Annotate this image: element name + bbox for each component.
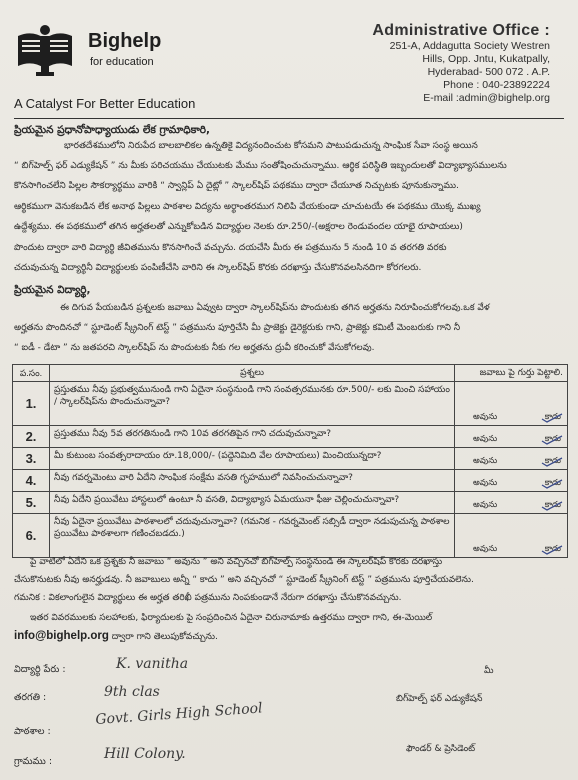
table-row [13, 470, 568, 492]
checkmark-icon [541, 501, 563, 511]
column-header-number: ప.సం. [13, 365, 50, 382]
question-text: నీవు ఏదేని ప్రయివేటు హాస్టలులో ఉంటూ నీ వసతి, విద్యాభ్యాస ఏమయునా ఫీజు చెల్లించుచున్నావా? [50, 492, 455, 514]
option-no[interactable]: కాదు [544, 456, 561, 466]
table-row [13, 492, 568, 514]
header-divider [14, 118, 564, 119]
brand-name: Bighelp [88, 30, 162, 52]
column-header-questions: ప్రశ్నలు [50, 365, 455, 382]
row-number: 5. [13, 492, 50, 514]
option-yes[interactable]: అవును [473, 500, 498, 510]
option-yes[interactable]: అవును [473, 544, 498, 554]
email-line-suffix: ద్వారా గాని తెలుపుకోవచ్చును. [108, 632, 218, 642]
office-title: Administrative Office : [372, 22, 550, 39]
salutation-headmaster: ప్రియమైన ప్రధానోపాధ్యాయుడు లేక గ్రామాధికారి, [14, 124, 211, 136]
office-line: 251-A, Addagutta Society Westren [389, 40, 550, 52]
option-yes[interactable]: అవును [473, 412, 498, 422]
office-address-block [372, 22, 550, 105]
email-line [14, 630, 218, 644]
school-value[interactable]: Govt. Girls High School [94, 700, 264, 728]
checkmark-icon [541, 413, 563, 423]
class-label: తరగతి : [14, 692, 47, 703]
question-text: నీవు ఏదైనా ప్రయివేటు పాఠశాలలో చదువుచున్నావా? (గమనిక - గవర్నమెంట్ సబ్సిడీ ద్వారా నడుపుచున్న పాఠశాల ప్రయివేటు పాఠశాలగా గణించబడదు.) [50, 514, 455, 558]
option-no[interactable]: కాదు [544, 544, 561, 554]
closing-line: చేసుకొనుటకు నీవు అనర్హుడవు. నీ జవాబులు అన్నీ “ కాదు ” అని వచ్చినచో “ స్టూడెంట్ స్క్రీనింగ్ టెస్ట్ ” పత్రమును పూర్తిచేయవలెను. [14, 575, 474, 585]
salutation-student: ప్రియమైన విద్యార్థి, [14, 284, 91, 296]
office-phone: Phone : 040-23892224 [443, 79, 550, 91]
row-number: 3. [13, 448, 50, 470]
answer-cell[interactable] [455, 382, 568, 426]
school-label: పాఠశాల : [14, 726, 51, 737]
office-email: E-mail :admin@bighelp.org [423, 92, 550, 104]
answer-cell[interactable] [455, 470, 568, 492]
closing-line: ఇతర వివరములకు సలహాలకు, ఫిర్యాదులకు పై సంప్రదించిన ఏదైనా చిరునామాకు ఉత్తరము ద్వారా గాని, ఈ-మెయిల్ [30, 613, 433, 623]
row-number: 6. [13, 514, 50, 558]
table-row [13, 426, 568, 448]
answer-cell[interactable] [455, 448, 568, 470]
table-header-row [13, 365, 568, 382]
row-number: 1. [13, 382, 50, 426]
signature-organization: బిగ్‌హెల్ప్ ఫర్ ఎడ్యుకేషన్ [396, 694, 483, 704]
question-text: మీ కుటుంబ సంవత్సరాదాయం రూ.18,000/- (పద్దెనిమిది వేల రూపాయలు) మించియున్నదా? [50, 448, 455, 470]
village-value[interactable]: Hill Colony. [104, 746, 186, 762]
question-text: ప్రస్తుతము నీవు ప్రభుత్వమునుండి గాని ఏదైనా సంస్థనుండి గాని సంవత్సరమునకు రూ.500/- లకు మించి సహాయం / స్కాలర్‌షిప్‌ను పొందుచున్నావా? [50, 382, 455, 426]
paragraph-line: “ బిగ్‌హెల్ప్ ఫర్ ఎడ్యుకేషన్ ” ను మీకు పరిచయము చేయుటకు మేము సంతోషించుచున్నాము. ఆర్థిక పరిస్థితి ఇబ్బందులతో విద్యాభ్యాసములను [14, 161, 507, 171]
paragraph-line: ఆర్థికముగా వెనుకబడిన లేక అనాథ పిల్లలు పాఠశాల విద్యను అర్థాంతరముగ నిలిపి వేయకుండా చూచుటయే ఈ పథకము యొక్క ముఖ్య [14, 202, 481, 212]
option-no[interactable]: కాదు [544, 478, 561, 488]
paragraph-line: అర్హతను పొందినచో “ స్టూడెంట్ స్క్రీనింగ్ టెస్ట్ ” పత్రమును పూర్తిచేసి మీ ప్రాజెక్టు డైరెక్టరుకు గాని, ప్రాజెక్టు కమిటీ మెంబరుకు గాని నీ [14, 323, 461, 333]
checkmark-icon [541, 435, 563, 445]
answer-cell[interactable] [455, 426, 568, 448]
office-line: Hills, Opp. Jntu, Kukatpally, [422, 53, 550, 65]
paragraph-line: భారతదేశములోని నిరుపేద బాలబాలికల ఉన్నతికై విద్యనందించుట కోసమని పాటుపడుచున్న సాంఘిక సేవా సంస్థ అయిన [64, 141, 478, 151]
option-yes[interactable]: అవును [473, 456, 498, 466]
village-label: గ్రామము : [14, 756, 53, 767]
answer-cell[interactable] [455, 492, 568, 514]
table-row [13, 514, 568, 558]
class-value[interactable]: 9th clas [104, 684, 160, 700]
checkmark-icon [541, 457, 563, 467]
contact-email-link[interactable]: info@bighelp.org [14, 630, 109, 642]
table-row [13, 448, 568, 470]
checkmark-icon [541, 545, 563, 555]
signature-salutation: మీ [484, 666, 494, 676]
note-line: గమనిక : వికలాంగులైన విద్యార్థులు ఈ అర్హత తరిఖీ పత్రమును నింపకుండానే నేరుగా దరఖాస్తు చేసుకొనవచ్చును. [14, 593, 402, 603]
paragraph-line: కొనసాగించలేని పిల్లల సౌకర్యార్థము వారికి “ స్వాన్లిప్ ఏ దైట్లో ” స్కాలర్‌షిప్ పథకము ద్వారా చేయూత నిచ్చుటకు పూనుకున్నాము. [14, 181, 459, 191]
signature-title: ఫౌండర్ & ప్రెసిడెంట్ [406, 744, 476, 754]
question-text: ప్రస్తుతము నీవు 5వ తరగతినుండి గాని 10వ తరగతిపైన గాని చదువుచున్నావా? [50, 426, 455, 448]
paragraph-line: పొందుట ద్వారా వారి విద్యార్థి జీవితమును కొనసాగించే వచ్చును. దయచేసి మీరు ఈ పత్రమును 5 నుండి 10 వ తరగతి వరకు [14, 243, 447, 253]
option-yes[interactable]: అవును [473, 478, 498, 488]
tagline: A Catalyst For Better Education [14, 96, 196, 111]
closing-line: పై వాటిలో ఏదేని ఒక ప్రశ్నకు నీ జవాబు “ అవును ” అని వచ్చినచో బిగ్‌హెల్ప్ సంస్థనుండి ఈ స్కాలర్‌షిప్ కొరకు దరఖాస్తు [30, 557, 443, 567]
brand-subtitle: for education [90, 56, 154, 68]
column-header-answer: జవాబు పై గుర్తు పెట్టాలి. [455, 365, 568, 382]
table-row [13, 382, 568, 426]
row-number: 4. [13, 470, 50, 492]
paragraph-line: చదువుచున్న విద్యార్థినీ విద్యార్థులకు పంపిణీచేసి వారిని ఈ స్కాలర్‌షిప్ కొరకు దరఖాస్తు చేసుకొనవలసినదిగా కోరగలరు. [14, 263, 422, 273]
option-no[interactable]: కాదు [544, 500, 561, 510]
paragraph-line: ఈ దిగువ పేయబడిన ప్రశ్నలకు జవాబు ఏవ్వుట ద్వారా స్కాలర్‌షిప్‌ను పొందుటకు తగిన అర్హతను నిరూపించుకోగలవు.ఒక వేళ [60, 303, 490, 313]
office-line: Hyderabad- 500 072 . A.P. [427, 66, 550, 78]
paragraph-line: ఉద్దేశ్యము. ఈ పథకములో తగిన అర్హతలతో ఎన్నుకోబడిన విద్యార్థుల నెలకు రూ.250/-(అక్షరాల రెండువందల యాభై రూపాయలు) [14, 222, 463, 232]
student-name-label: విద్యార్థి పేరు : [14, 664, 66, 675]
option-no[interactable]: కాదు [544, 434, 561, 444]
eligibility-questions-table [12, 364, 568, 558]
paragraph-line: “ ఐడీ - డేటా ” ను జతపరచి స్కాలర్‌షిప్ ను పొందుటకు నీకు గల అర్హతను ద్రువీ కరించుకో వేసుకోగలవు. [14, 343, 375, 353]
checkmark-icon [541, 479, 563, 489]
row-number: 2. [13, 426, 50, 448]
option-no[interactable]: కాదు [544, 412, 561, 422]
answer-cell[interactable] [455, 514, 568, 558]
question-text: నీవు గవర్నమెంటు వారి ఏదేని సాంఘిక సంక్షేమ వసతి గృహములో నివసించుచున్నావా? [50, 470, 455, 492]
student-name-value[interactable]: K. vanitha [116, 656, 189, 672]
bighelp-logo [14, 22, 76, 80]
option-yes[interactable]: అవును [473, 434, 498, 444]
